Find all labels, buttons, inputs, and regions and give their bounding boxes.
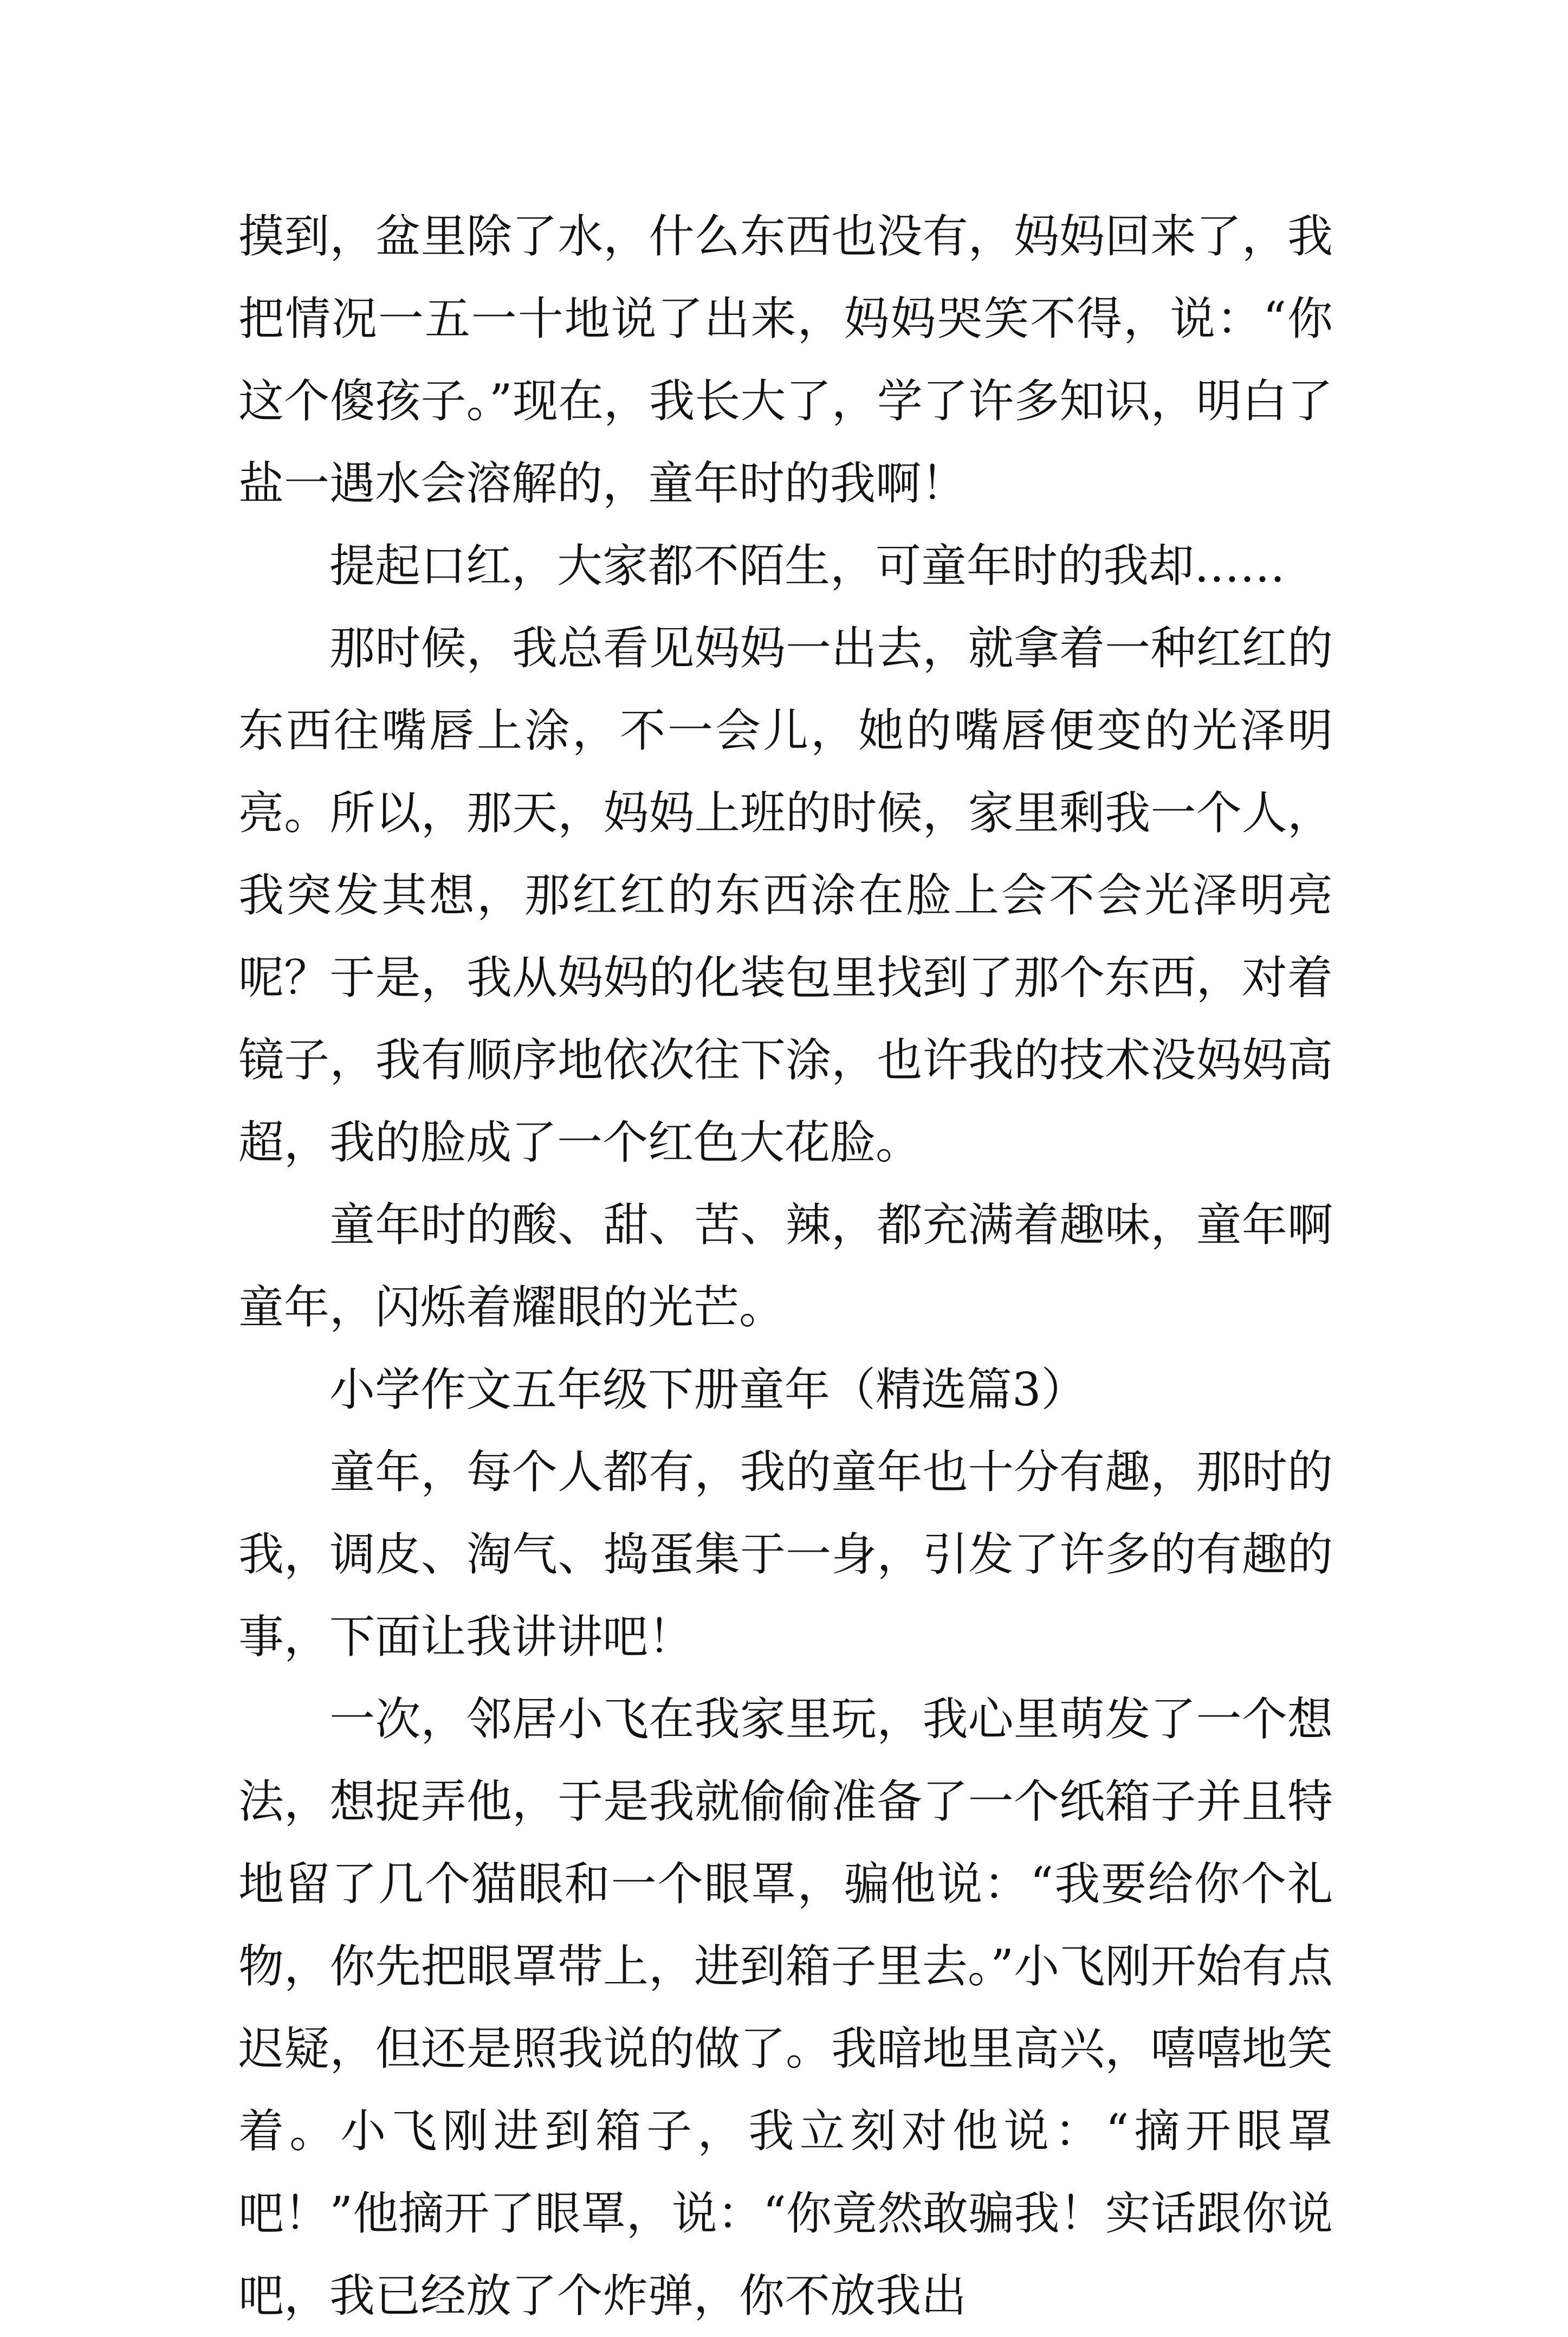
paragraph-prank-story: 一次，邻居小飞在我家里玩，我心里萌发了一个想法，想捉弄他，于是我就偷偷准备了一个纸箱子并且特地留了几个猫眼和一个眼罩，骗他说：“我要给你个礼物，你先把眼罩带上，进到箱子里去。”小飞刚开始有点迟疑，但还是照我说的做了。我暗地里高兴，嘻嘻地笑着。小飞刚进到箱子，我立刻对他说：“摘开眼罩吧！”他摘开了眼罩，说：“你竟然敢骗我！实话跟你说吧，我已经放了个炸弹，你不放我出 — [238, 1693, 1333, 2322]
paragraph-childhood-intro: 童年，每个人都有，我的童年也十分有趣，那时的我，调皮、淘气、捣蛋集于一身，引发了许多的有趣的事，下面让我讲讲吧！ — [238, 1445, 1333, 1663]
paragraph-lipstick-intro: 提起口红，大家都不陌生，可童年时的我却…… — [329, 539, 1286, 592]
paragraph-lipstick-story: 那时候，我总看见妈妈一出去，就拿着一种红红的东西往嘴唇上涂，不一会儿，她的嘴唇便变的光泽明亮。所以，那天，妈妈上班的时候，家里剩我一个人，我突发其想，那红红的东西涂在脸上会不会光泽明亮呢？于是，我从妈妈的化装包里找到了那个东西，对着镜子，我有顺序地依次往下涂，也许我的技术没妈妈高超，我的脸成了一个红色大花脸。 — [238, 622, 1333, 1169]
paragraph-childhood-summary: 童年时的酸、甜、苦、辣，都充满着趣味，童年啊童年，闪烁着耀眼的光芒。 — [238, 1198, 1333, 1334]
essay-body — [238, 195, 1333, 2337]
paragraph-continuation: 摸到，盆里除了水，什么东西也没有，妈妈回来了，我把情况一五一十地说了出来，妈妈哭笑不得，说：“你这个傻孩子。”现在，我长大了，学了许多知识，明白了盐一遇水会溶解的，童年时的我啊！ — [238, 210, 1333, 510]
essay-section-title: 小学作文五年级下册童年（精选篇3） — [329, 1363, 1087, 1416]
